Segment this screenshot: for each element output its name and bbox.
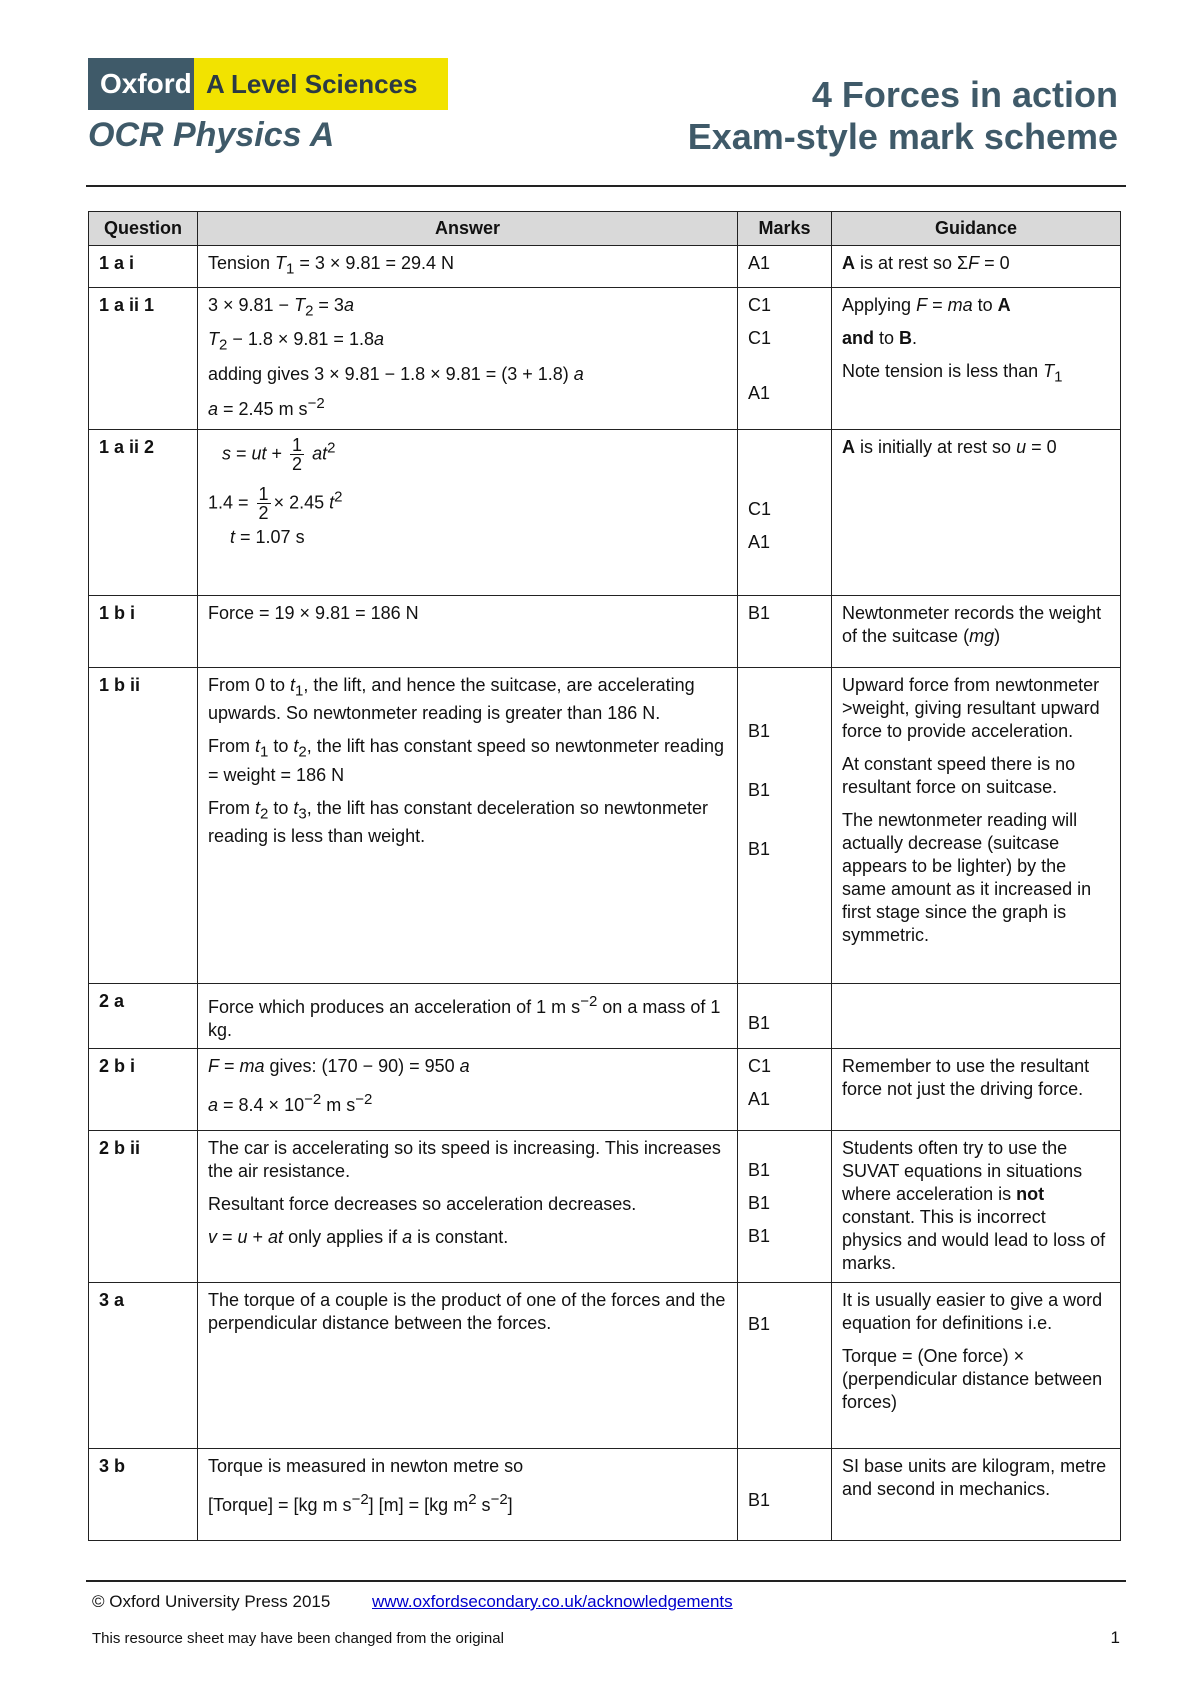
table-row <box>89 287 1121 429</box>
guidance-cell: A is at rest so ΣF = 0 <box>832 246 1121 288</box>
marks-cell: C1 A1 <box>738 1048 832 1130</box>
answer-cell: Tension $T_1 = 3 \times 9.81 = 29.4$ N <box>198 246 738 288</box>
table-row <box>89 246 1121 288</box>
header-marks: Marks <box>738 212 832 246</box>
guidance-cell <box>832 983 1121 1048</box>
footer-divider <box>86 1580 1126 1582</box>
mark-scheme-table <box>88 211 1121 1541</box>
question-number: 1 a ii 2 <box>89 429 198 595</box>
table-row <box>89 595 1121 667</box>
table-row <box>89 1448 1121 1540</box>
answer-cell: Torque is measured in newton metre so [Torque] = [kg m $s^{-2}$] [m] = [kg $m^2$ $s^{-2}$] <box>198 1448 738 1540</box>
table-row <box>89 429 1121 595</box>
subject-title: OCR Physics A <box>88 116 335 154</box>
table-row <box>89 1130 1121 1282</box>
question-number: 1 b i <box>89 595 198 667</box>
guidance-cell: It is usually easier to give a word equation for definitions i.e. Torque = (One force) × (perpendicular distance between forces) <box>832 1282 1121 1448</box>
guidance-cell: Remember to use the resultant force not just the driving force. <box>832 1048 1121 1130</box>
question-number: 1 a ii 1 <box>89 287 198 429</box>
marks-cell: A1 <box>738 246 832 288</box>
table-header-row <box>89 212 1121 246</box>
answer-cell: From 0 to $t_1$, the lift, and hence the suitcase, are accelerating upwards. So newtonmeter reading is greater than 186 N. From $t_1$ to $t_2$, the lift has constant speed so newtonmeter reading = weight = 186 N From $t_2$ to $t_3$, the lift has constant deceleration so newtonmeter reading is less than weight. <box>198 667 738 983</box>
guidance-cell: Upward force from newtonmeter >weight, giving resultant upward force to provide acceleration. At constant speed there is no resultant force on suitcase. The newtonmeter reading will actually decrease (suitcase appears to be lighter) by the same amount as it increased in first stage since the graph is symmetric. <box>832 667 1121 983</box>
acknowledgements-link[interactable]: www.oxfordsecondary.co.uk/acknowledgements <box>372 1592 733 1611</box>
marks-cell: B1 B1 B1 <box>738 1130 832 1282</box>
question-number: 2 b ii <box>89 1130 198 1282</box>
marks-cell <box>738 1448 832 1540</box>
header-question: Question <box>89 212 198 246</box>
marks-value: B1 <box>748 1489 771 1510</box>
chapter-subtitle: Exam-style mark scheme <box>687 116 1118 157</box>
guidance-cell: Applying F = ma to A and to B. Note tension is less than $T_1$ <box>832 287 1121 429</box>
header-divider <box>86 185 1126 187</box>
marks-cell: B1 B1 B1 <box>738 667 832 983</box>
logo-a-level-text: A Level Sciences <box>194 58 448 110</box>
marks-value: B1 <box>748 1012 771 1033</box>
question-number: 2 a <box>89 983 198 1048</box>
answer-cell: $3 \times 9.81 - T_2 = 3a$ $T_2 - 1.8 \times 9.81 = 1.8a$ adding gives 3 × 9.81 − 1.8 × 9.81 = (3 + 1.8) a a = 2.45 m $s^{-2}$ <box>198 287 738 429</box>
marks-cell <box>738 983 832 1048</box>
page-number: 1 <box>1110 1628 1120 1647</box>
guidance-cell: A is initially at rest so u = 0 <box>832 429 1121 595</box>
chapter-title: 4 Forces in action <box>811 74 1118 115</box>
table-row <box>89 1048 1121 1130</box>
header-answer: Answer <box>198 212 738 246</box>
marks-cell: C1 A1 <box>738 429 832 595</box>
question-number: 3 a <box>89 1282 198 1448</box>
resource-note: This resource sheet may have been changed from the original <box>92 1630 504 1647</box>
guidance-cell: Students often try to use the SUVAT equations in situations where acceleration is not constant. This is incorrect physics and would lead to loss of marks. <box>832 1130 1121 1282</box>
answer-cell: F = ma gives: (170 − 90) = 950 a $a = 8.4 \times 10^{-2}$ m $s^{-2}$ <box>198 1048 738 1130</box>
marks-cell <box>738 1282 832 1448</box>
answer-cell: s = ut + $\frac{1}{2}$ $at^2$ 1.4 = $\frac{1}{2}$ × 2.45 $t^2$ t = 1.07 s <box>198 429 738 595</box>
question-number: 1 b ii <box>89 667 198 983</box>
answer-cell: Force = 19 × 9.81 = 186 N <box>198 595 738 667</box>
table-row <box>89 983 1121 1048</box>
marks-cell: B1 <box>738 595 832 667</box>
answer-cell: The car is accelerating so its speed is increasing. This increases the air resistance. Resultant force decreases so acceleration decreases. v = u + at only applies if a is constant. <box>198 1130 738 1282</box>
question-number: 2 b i <box>89 1048 198 1130</box>
question-number: 3 b <box>89 1448 198 1540</box>
table-row <box>89 667 1121 983</box>
copyright-text: © Oxford University Press 2015 <box>92 1592 331 1611</box>
marks-cell: C1 C1 A1 <box>738 287 832 429</box>
guidance-cell: SI base units are kilogram, metre and second in mechanics. <box>832 1448 1121 1540</box>
question-number: 1 a i <box>89 246 198 288</box>
answer-cell: The torque of a couple is the product of one of the forces and the perpendicular distance between the forces. <box>198 1282 738 1448</box>
header-guidance: Guidance <box>832 212 1121 246</box>
answer-cell: Force which produces an acceleration of 1 m $s^{-2}$ on a mass of 1 kg. <box>198 983 738 1048</box>
table-row <box>89 1282 1121 1448</box>
guidance-cell: Newtonmeter records the weight of the suitcase (mg) <box>832 595 1121 667</box>
marks-value: B1 <box>748 1313 771 1334</box>
logo-oxford-text: Oxford <box>88 58 194 110</box>
oxford-logo <box>88 58 448 110</box>
